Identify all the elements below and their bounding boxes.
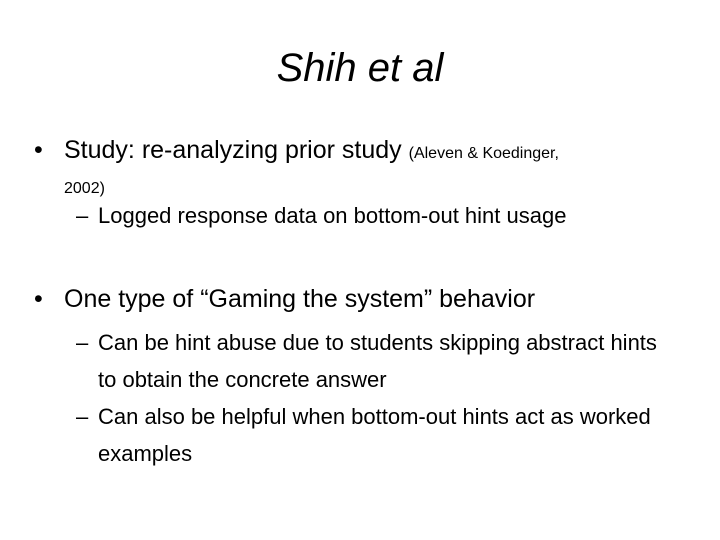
sub-bullet-text: Logged response data on bottom-out hint usage (98, 203, 567, 228)
sub-bullet-logged-data (76, 197, 696, 234)
dash-marker: – (76, 203, 89, 228)
bullet-main-text: Study: re-analyzing prior study (64, 136, 402, 164)
citation-text: (Aleven & Koedinger, (408, 145, 559, 162)
dash-marker: – (76, 404, 89, 429)
slide-title: Shih et al (276, 46, 444, 90)
sub-bullet-helpful (76, 398, 676, 472)
bullet-marker: • (34, 136, 43, 164)
sub-bullet-hint-abuse (76, 324, 676, 398)
sub-bullet-text: Can also be helpful when bottom-out hints act as worked examples (98, 404, 651, 466)
bullet-gaming (34, 284, 694, 314)
sub-bullet-text: Can be hint abuse due to students skipping abstract hints to obtain the concrete answer (98, 330, 657, 392)
citation-continuation: 2002) (64, 180, 105, 197)
bullet-text: One type of “Gaming the system” behavior (64, 285, 536, 313)
bullet-text (34, 135, 694, 169)
bullet-study (34, 135, 694, 201)
bullet-marker: • (34, 285, 43, 313)
dash-marker: – (76, 330, 89, 355)
